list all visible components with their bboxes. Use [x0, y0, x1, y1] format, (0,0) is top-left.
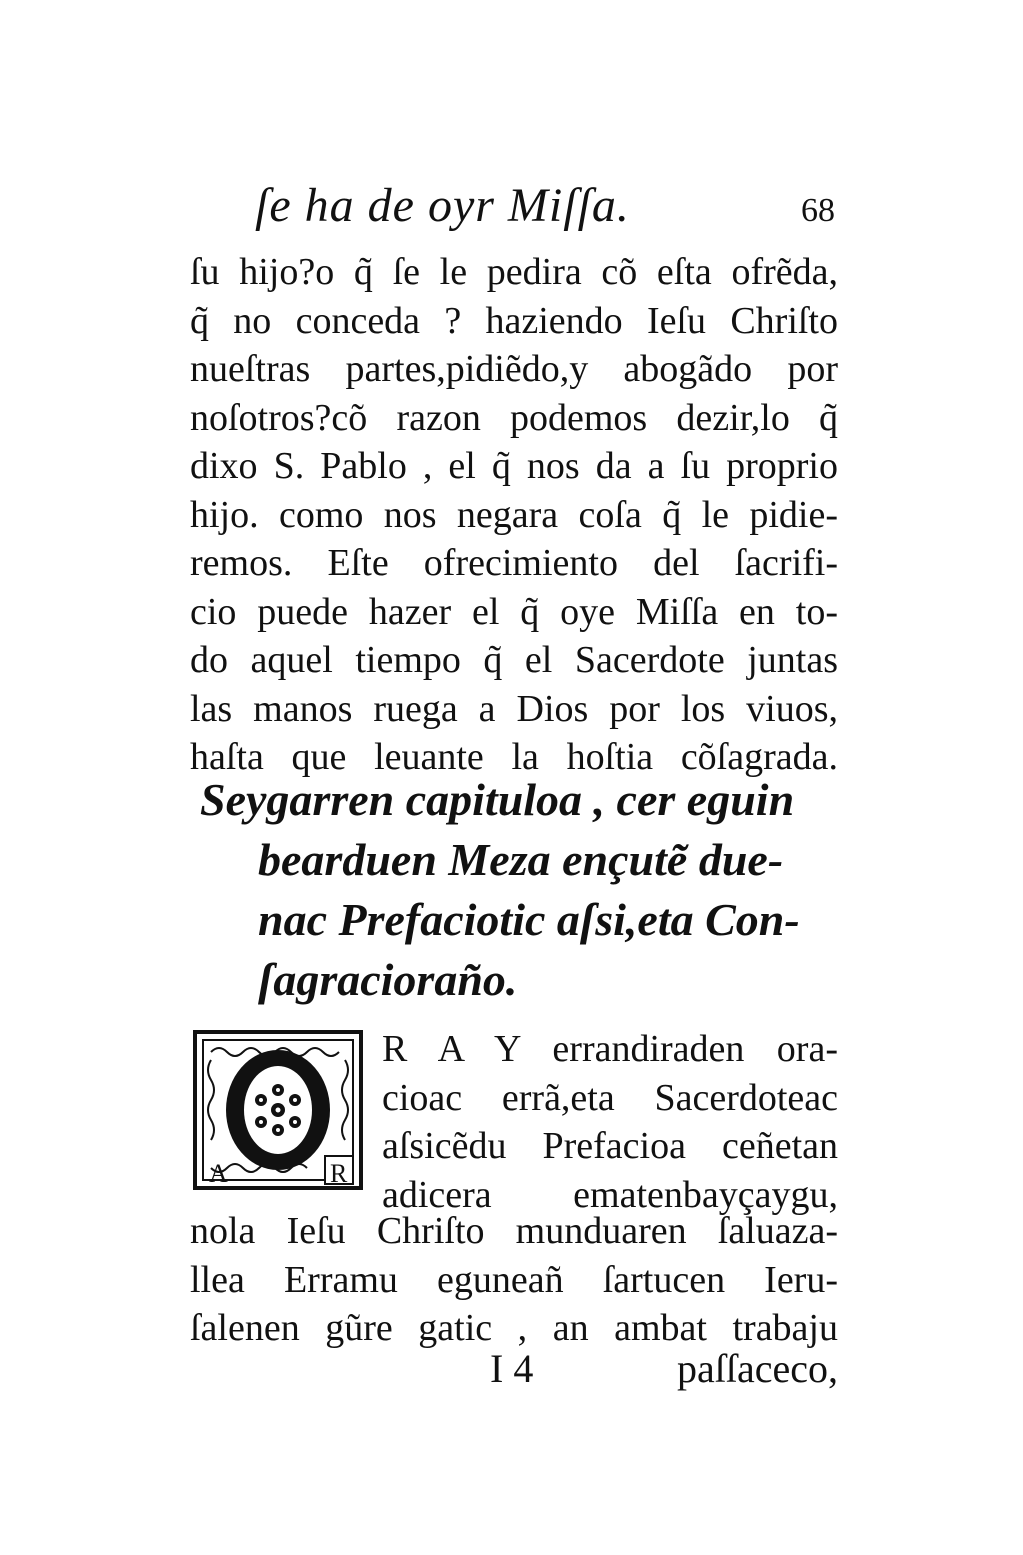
text-line: do aquel tiempo q̃ el Sacerdote juntas: [190, 639, 838, 681]
initial-corner-right: R: [330, 1159, 348, 1188]
text-line: ſalenen gũre gatic , an ambat trabaju: [190, 1307, 838, 1349]
opening-paragraph: [382, 1025, 838, 1219]
text-line: R A Y errandiraden ora-: [382, 1028, 838, 1070]
page-number: 68: [801, 192, 835, 229]
text-line: remos. Eſte ofrecimiento del ſacrifi-: [190, 542, 838, 584]
catchword: paſſaceco,: [677, 1346, 838, 1391]
heading-line: Seygarren capituloa , cer eguin: [200, 774, 795, 825]
text-line: adicera ematenbayçaygu,: [382, 1173, 838, 1216]
text-line: hijo. como nos negara coſa q̃ le pidie-: [190, 493, 838, 536]
heading-line: nac Prefaciotic aſsi,eta Con-: [258, 894, 800, 945]
decorated-initial: [193, 1030, 363, 1190]
heading-line: ſagracioraño.: [258, 954, 518, 1005]
text-line: nueſtras partes,pidiẽdo,y abogãdo por: [190, 348, 838, 390]
text-line: llea Erramu eguneañ ſartucen Ieru-: [190, 1258, 838, 1301]
continuation-paragraph: [190, 1207, 838, 1353]
catchline: [190, 1345, 838, 1405]
text-line: q̃ no conceda ? haziendo Ieſu Chriſto: [190, 299, 838, 342]
body-paragraph: [190, 248, 838, 782]
text-line: aſsicẽdu Prefacioa ceñetan: [382, 1125, 838, 1167]
heading-line: bearduen Meza ençutẽ due-: [258, 834, 784, 885]
text-line: haſta que leuante la hoſtia cõſagrada.: [190, 736, 838, 778]
running-head: [255, 178, 835, 248]
initial-corner-left: A: [209, 1159, 228, 1188]
text-line: cio puede hazer el q̃ oye Miſſa en to-: [190, 590, 838, 633]
text-line: dixo S. Pablo , el q̃ nos da a ſu proprio: [190, 445, 838, 487]
text-line: nola Ieſu Chriſto munduaren ſaluaza-: [190, 1210, 838, 1252]
text-line: las manos ruega a Dios por los viuos,: [190, 687, 838, 730]
text-line: cioac errã,eta Sacerdoteac: [382, 1076, 838, 1119]
text-line: ſu hijo?o q̃ ſe le pedira cõ eſta ofrẽda,: [190, 251, 838, 293]
text-line: noſotros?cõ razon podemos dezir,lo q̃: [190, 396, 838, 439]
chapter-heading: [200, 770, 840, 1010]
decorated-initial-o-icon: [193, 1030, 363, 1190]
signature-mark: I 4: [490, 1346, 534, 1391]
running-title: ſe ha de oyr Miſſa.: [255, 179, 630, 232]
